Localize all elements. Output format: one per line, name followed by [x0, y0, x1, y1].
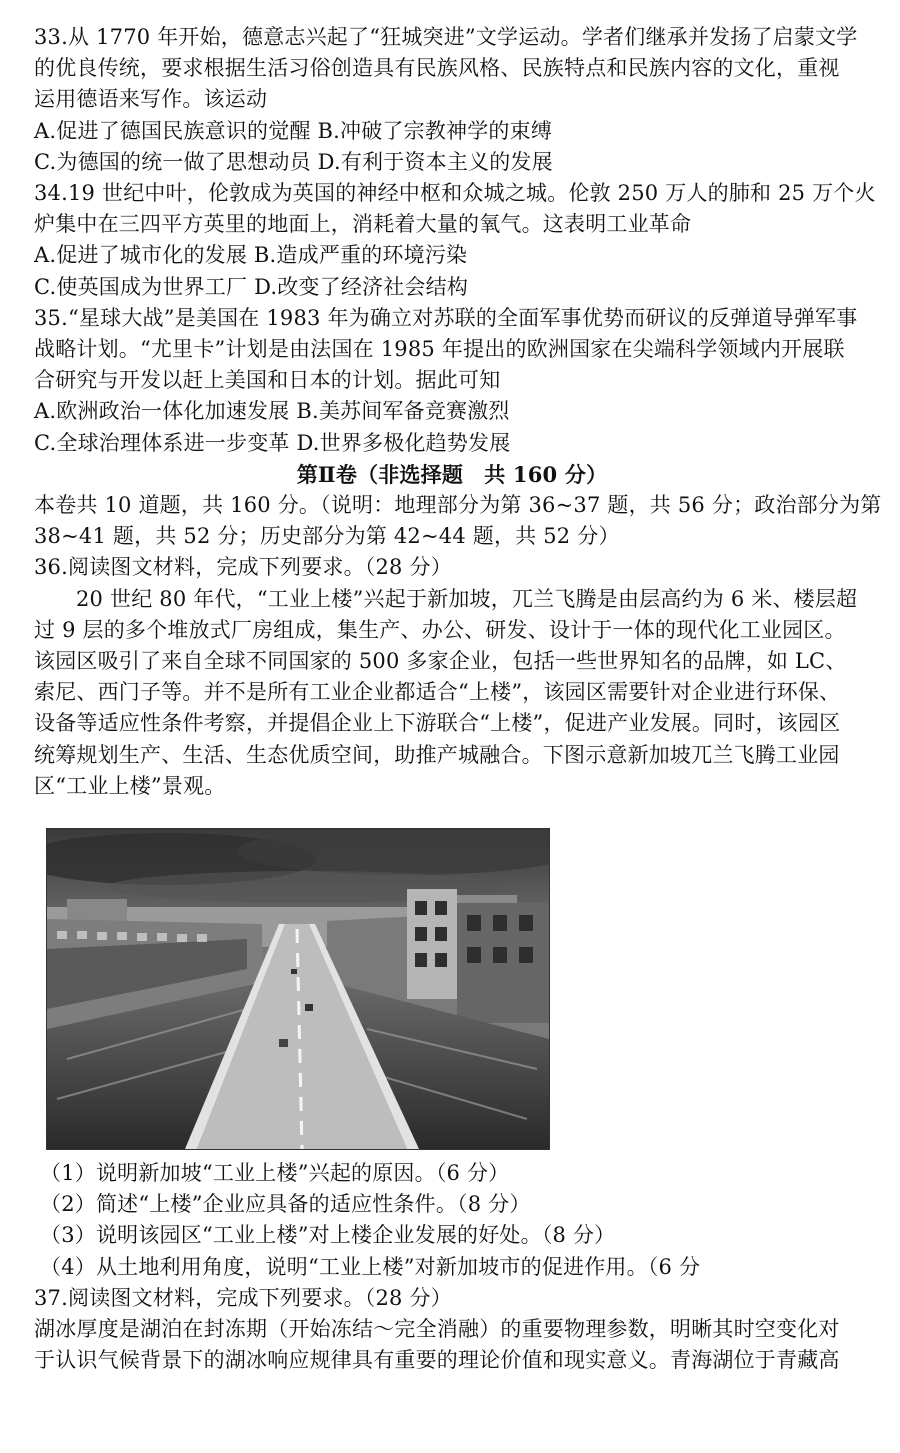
question-34-stem-line: 34.19 世纪中叶，伦敦成为英国的神经中枢和众城之城。伦敦 250 万人的肺和 25 万个火	[34, 181, 876, 206]
question-36-material-line: 20 世纪 80 年代，“工业上楼”兴起于新加坡，兀兰飞腾是由层高约为 6 米、楼层超	[76, 586, 858, 611]
question-36-subquestion: （1）说明新加坡“工业上楼”兴起的原因。（6 分）	[40, 1161, 510, 1186]
question-35-option-line: A.欧洲政治一体化加速发展 B.美苏间军备竞赛激烈	[34, 399, 510, 424]
question-35-stem-line: 合研究与开发以赶上美国和日本的计划。据此可知	[34, 368, 501, 393]
section-2-intro-line: 38~41 题，共 52 分；历史部分为第 42~44 题，共 52 分）	[34, 524, 620, 549]
question-33-stem-line: 33.从 1770 年开始，德意志兴起了“狂城突进”文学运动。学者们继承并发扬了启蒙文学	[34, 25, 858, 49]
question-35	[34, 303, 870, 459]
question-36-material-line: 过 9 层的多个堆放式厂房组成，集生产、办公、研发、设计于一体的现代化工业园区。	[34, 617, 846, 642]
question-36-material-line: 统筹规划生产、生活、生态优质空间，助推产城融合。下图示意新加坡兀兰飞腾工业园	[34, 742, 840, 767]
question-34-option-line: A.促进了城市化的发展 B.造成严重的环境污染	[34, 243, 468, 268]
question-33-stem-line: 运用德语来写作。该运动	[34, 87, 268, 112]
question-36-header: 36.阅读图文材料，完成下列要求。（28 分）	[34, 555, 452, 580]
question-36-material-line: 索尼、西门子等。并不是所有工业企业都适合“上楼”，该园区需要针对企业进行环保、	[34, 680, 841, 705]
question-36	[34, 552, 870, 1282]
question-35-stem-line: 35.“星球大战”是美国在 1983 年为确立对苏联的全面军事优势而研议的反弹道导弹军事	[34, 305, 858, 330]
question-37-material-line: 湖冰厚度是湖泊在封冻期（开始冻结～完全消融）的重要物理参数，明晰其时空变化对	[34, 1317, 840, 1342]
question-33-option-line: C.为德国的统一做了思想动员 D.有利于资本主义的发展	[34, 149, 553, 174]
industrial-park-photo	[46, 828, 550, 1150]
question-33-stem-line: 的优良传统，要求根据生活习俗创造具有民族风格、民族特点和民族内容的文化，重视	[34, 56, 840, 81]
question-34-stem-line: 炉集中在三四平方英里的地面上，消耗着大量的氧气。这表明工业革命	[34, 212, 692, 237]
exam-page	[34, 22, 882, 1377]
question-35-stem-line: 战略计划。“尤里卡”计划是由法国在 1985 年提出的欧洲国家在尖端科学领域内开展联	[34, 337, 845, 362]
question-36-subquestion: （2）简述“上楼”企业应具备的适应性条件。（8 分）	[40, 1192, 531, 1217]
question-37-header: 37.阅读图文材料，完成下列要求。（28 分）	[34, 1285, 452, 1310]
question-36-material-line: 区“工业上楼”景观。	[34, 773, 226, 798]
section-2	[34, 459, 882, 553]
section-2-title: 第Ⅱ卷（非选择题 共 160 分）	[296, 461, 608, 487]
question-36-subquestion: （3）说明该园区“工业上楼”对上楼企业发展的好处。（8 分）	[40, 1223, 616, 1248]
question-33	[34, 22, 870, 178]
section-2-intro-line: 本卷共 10 道题，共 160 分。（说明：地理部分为第 36~37 题，共 56 分；政治部分为第	[34, 493, 882, 518]
question-37-material-line: 于认识气候背景下的湖冰响应规律具有重要的理论价值和现实意义。青海湖位于青藏高	[34, 1348, 840, 1373]
industrial-park-photo-drawing	[47, 829, 549, 1149]
question-36-material-line: 设备等适应性条件考察，并提倡企业上下游联合“上楼”，促进产业发展。同时，该园区	[34, 711, 841, 736]
question-33-option-line: A.促进了德国民族意识的觉醒 B.冲破了宗教神学的束缚	[34, 118, 553, 143]
question-35-option-line: C.全球治理体系进一步变革 D.世界多极化趋势发展	[34, 430, 511, 455]
question-34	[34, 178, 876, 303]
question-34-option-line: C.使英国成为世界工厂 D.改变了经济社会结构	[34, 274, 469, 299]
question-36-material-line: 该园区吸引了来自全球不同国家的 500 多家企业，包括一些世界知名的品牌，如 LC、	[34, 649, 847, 674]
question-36-subquestion: （4）从土地利用角度，说明“工业上楼”对新加坡市的促进作用。（6 分	[40, 1254, 701, 1279]
question-37	[34, 1283, 870, 1377]
